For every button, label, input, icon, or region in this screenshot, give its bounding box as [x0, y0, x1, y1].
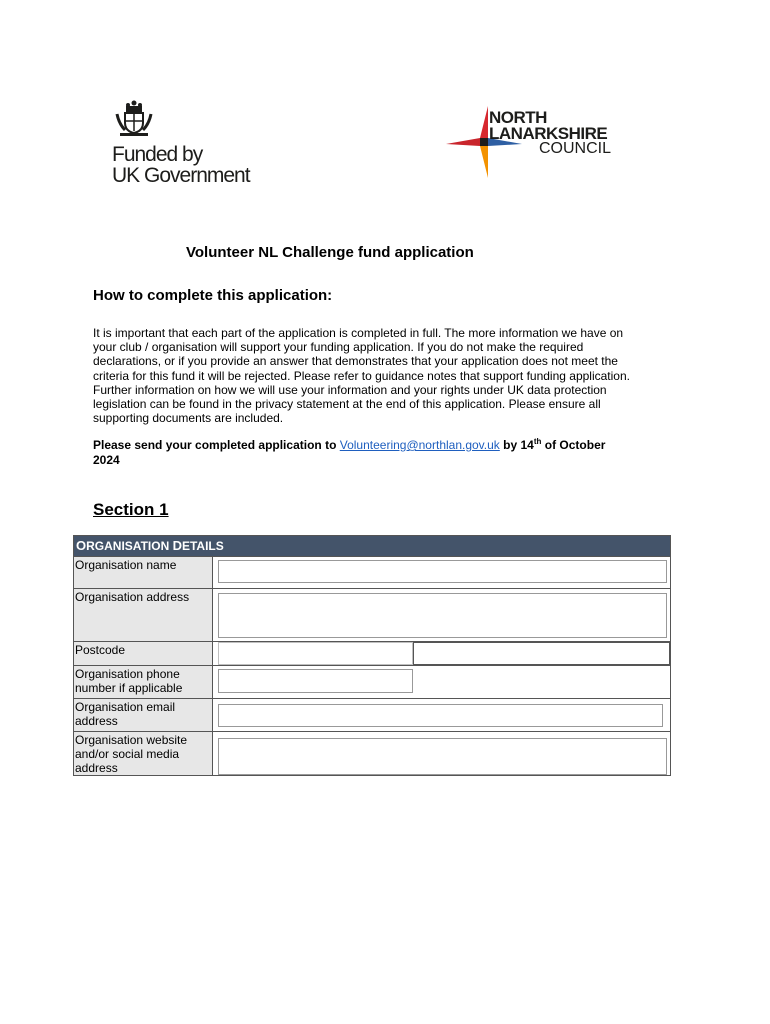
row-email	[74, 698, 670, 731]
postcode-input[interactable]	[218, 642, 413, 665]
row-phone	[74, 665, 670, 698]
section-heading: Section 1	[93, 500, 169, 519]
website-input[interactable]	[218, 738, 667, 775]
row-postcode	[74, 641, 670, 665]
send-middle: by 14	[499, 438, 534, 452]
send-prefix: Please send your completed application to	[93, 438, 340, 452]
row-organisation-name	[74, 556, 670, 588]
send-sup: th	[533, 437, 542, 446]
intro-line: your club / organisation will support your funding application. If you do not make the required	[93, 340, 584, 355]
intro-line: declarations, or if you provide an answer that demonstrates that your application does not meet the	[93, 354, 618, 369]
table-header: ORGANISATION DETAILS	[74, 536, 670, 556]
gov-logo-line2: UK Government	[112, 164, 250, 187]
organisation-name-input[interactable]	[218, 560, 667, 583]
label-postcode: Postcode	[74, 642, 213, 665]
intro-line: criteria for this fund it will be rejected. Please refer to guidance notes that support funding application.	[93, 368, 630, 383]
nlc-logo-line3: COUNCIL	[539, 140, 612, 157]
intro-line: It is important that each part of the application is completed in full. The more information we have on	[93, 326, 624, 340]
postcode-extra-cell	[413, 642, 670, 665]
label-organisation-address: Organisation address	[74, 589, 213, 641]
nlc-logo-line1: NORTH	[489, 108, 547, 127]
how-to-heading: How to complete this application:	[93, 287, 333, 304]
intro-line: Further information on how we will use your information and your rights under UK data protection	[93, 382, 607, 397]
document-title: Volunteer NL Challenge fund application	[186, 244, 474, 261]
send-suffix: of October	[541, 438, 606, 452]
organisation-details-table	[73, 535, 671, 776]
phone-input[interactable]	[218, 669, 413, 693]
row-website	[74, 731, 670, 775]
label-organisation-name: Organisation name	[74, 557, 213, 588]
gov-logo-line1: Funded by	[112, 143, 203, 166]
royal-crest-icon	[114, 100, 154, 138]
organisation-address-input[interactable]	[218, 593, 667, 638]
intro-line: supporting documents are included.	[93, 411, 284, 426]
send-year: 2024	[93, 453, 120, 467]
north-lanarkshire-council-logo	[444, 104, 634, 180]
label-website: Organisation website and/or social media address	[74, 732, 213, 775]
label-phone: Organisation phone number if applicable	[74, 666, 213, 698]
uk-government-logo	[108, 100, 268, 190]
email-input[interactable]	[218, 704, 663, 727]
email-link[interactable]: Volunteering@northlan.gov.uk	[339, 438, 500, 452]
intro-line: legislation can be found in the privacy statement at the end of this application. Please ensure all	[93, 397, 601, 412]
label-email: Organisation email address	[74, 699, 213, 731]
intro-paragraph	[93, 326, 683, 425]
submission-instructions	[93, 438, 683, 468]
row-organisation-address	[74, 588, 670, 641]
nlc-logo-line2: LANARKSHIRE	[489, 124, 608, 143]
